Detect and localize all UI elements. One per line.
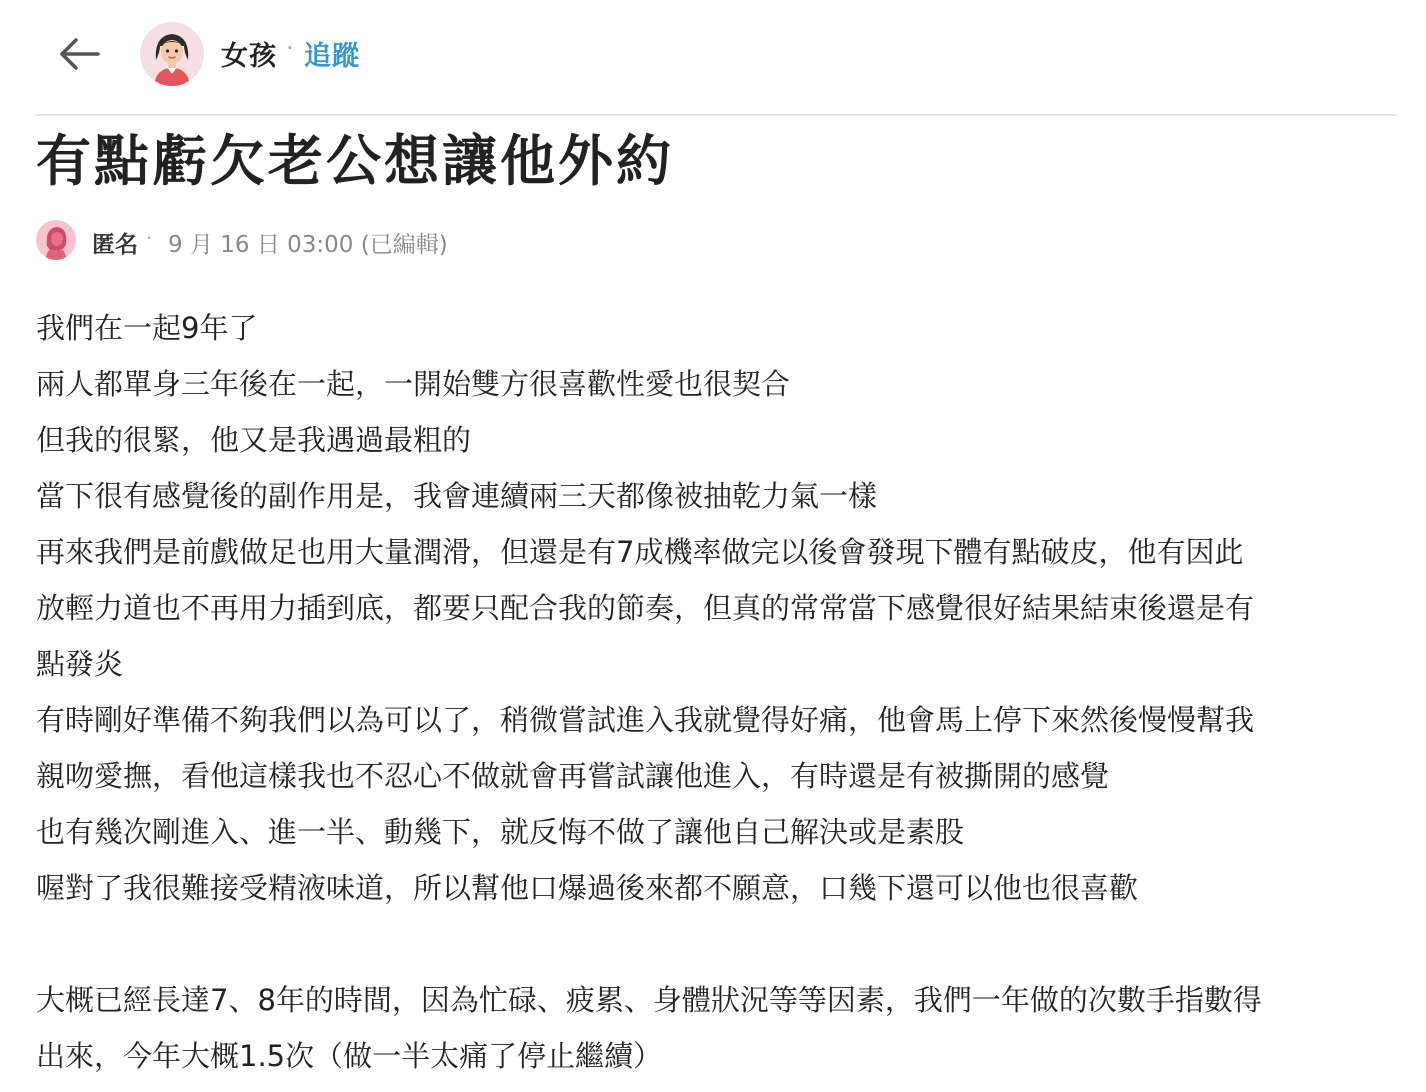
forum-name[interactable]: 女孩 bbox=[221, 41, 277, 72]
forum-avatar[interactable] bbox=[140, 22, 204, 86]
content-blank-line bbox=[36, 916, 1396, 972]
top-bar bbox=[0, 0, 1426, 112]
post-title: 有點虧欠老公想讓他外約 bbox=[36, 129, 675, 193]
content-line: 兩人都單身三年後在一起，一開始雙方很喜歡性愛也很契合 bbox=[36, 367, 791, 401]
content-line: 大概已經長達7、8年的時間，因為忙碌、疲累、身體狀況等等因素，我們一年做的次數手指數得 bbox=[36, 983, 1262, 1017]
content-line: 當下很有感覺後的副作用是，我會連續兩三天都像被抽乾力氣一樣 bbox=[36, 479, 878, 513]
author-row bbox=[36, 220, 836, 260]
content-line: 親吻愛撫，看他這樣我也不忍心不做就會再嘗試讓他進入，有時還是有被撕開的感覺 bbox=[36, 759, 1110, 793]
content-line: 點發炎 bbox=[36, 647, 124, 681]
follow-button[interactable]: 追蹤 bbox=[304, 41, 360, 72]
author-avatar[interactable] bbox=[36, 220, 76, 260]
header-separator: · bbox=[286, 34, 294, 62]
content-line: 但我的很緊，他又是我遇過最粗的 bbox=[36, 423, 472, 457]
content-line: 也有幾次剛進入、進一半、動幾下，就反悔不做了讓他自己解決或是素股 bbox=[36, 815, 965, 849]
content-line: 出來，今年大概1.5次（做一半太痛了停止繼續） bbox=[36, 1039, 663, 1073]
post-content bbox=[36, 300, 1396, 1084]
arrow-left-icon bbox=[56, 32, 102, 78]
content-line: 有時剛好準備不夠我們以為可以了，稍微嘗試進入我就覺得好痛，他會馬上停下來然後慢慢幫我 bbox=[36, 703, 1255, 737]
post-time: 9 月 16 日 03:00 (已編輯) bbox=[168, 232, 448, 258]
author-separator: · bbox=[146, 226, 153, 250]
girl-avatar-icon bbox=[140, 22, 204, 86]
content-line: 我們在一起9年了 bbox=[36, 311, 258, 345]
author-name: 匿名 bbox=[92, 232, 138, 258]
divider bbox=[36, 114, 1396, 116]
anonymous-female-avatar-icon bbox=[36, 220, 76, 260]
content-line: 喔對了我很難接受精液味道，所以幫他口爆過後來都不願意，口幾下還可以他也很喜歡 bbox=[36, 871, 1139, 905]
content-line: 再來我們是前戲做足也用大量潤滑，但還是有7成機率做完以後會發現下體有點破皮，他有因此 bbox=[36, 535, 1244, 569]
content-line: 放輕力道也不再用力插到底，都要只配合我的節奏，但真的常常當下感覺很好結果結束後還是有 bbox=[36, 591, 1255, 625]
back-button[interactable] bbox=[56, 32, 102, 78]
